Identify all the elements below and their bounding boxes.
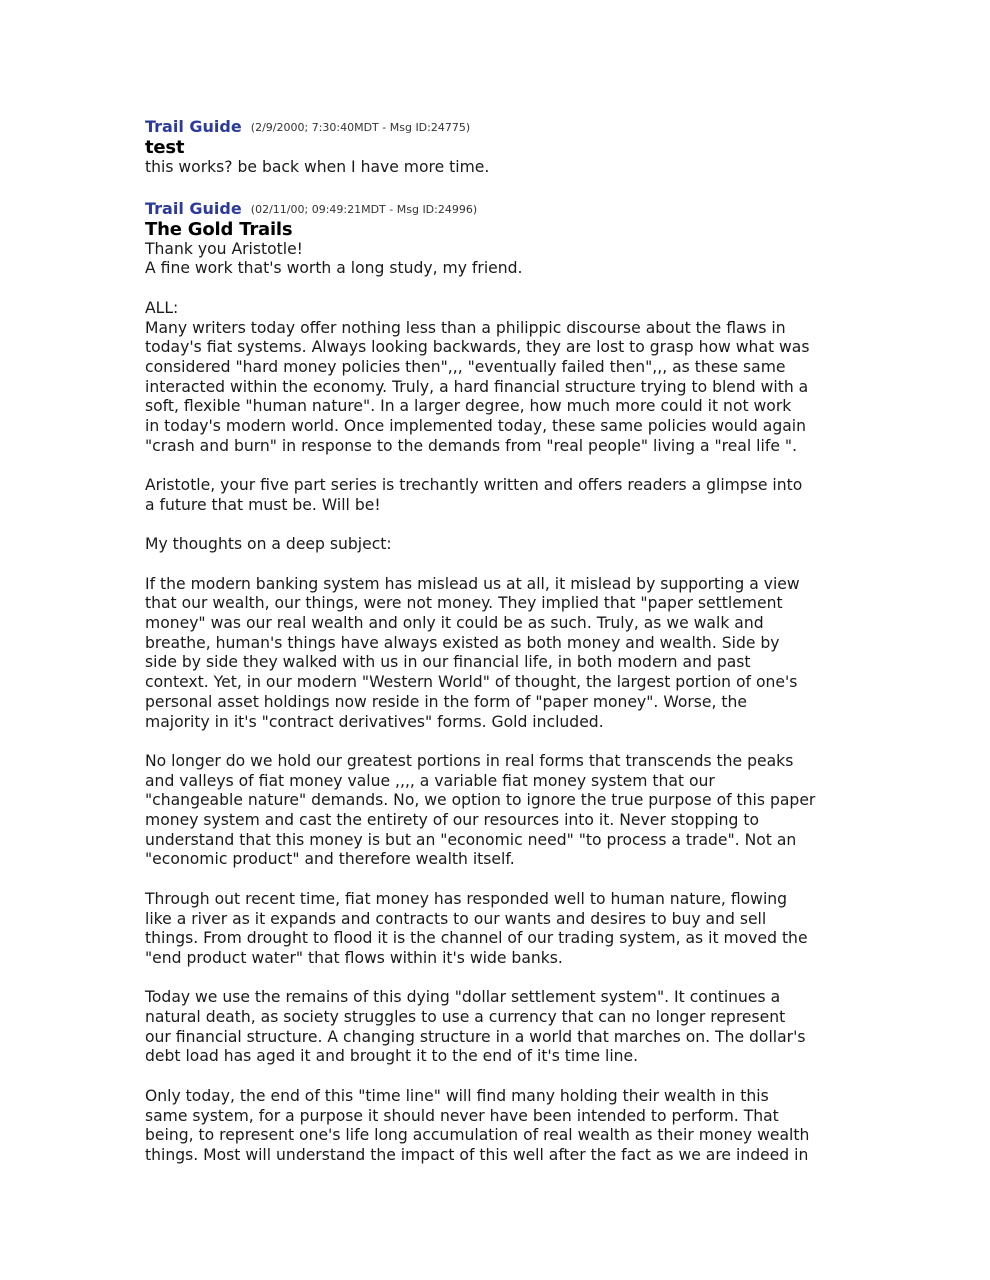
post-meta: (2/9/2000; 7:30:40MDT - Msg ID:24775) xyxy=(250,121,471,134)
text-line: things. Most will understand the impact of this well after the fact as we are indeed in xyxy=(145,1145,809,1164)
text-line: debt load has aged it and brought it to the end of it's time line. xyxy=(145,1047,639,1066)
text-line: "changeable nature" demands. No, we option to ignore the true purpose of this paper xyxy=(145,791,816,810)
text-line: No longer do we hold our greatest portions in real forms that transcends the peaks xyxy=(145,751,794,770)
text-line: Only today, the end of this "time line" will find many holding their wealth in this xyxy=(145,1086,769,1105)
post-body xyxy=(145,240,857,1166)
paragraph xyxy=(145,158,857,178)
text-line: My thoughts on a deep subject: xyxy=(145,535,392,554)
text-line: this works? be back when I have more time. xyxy=(145,158,490,176)
text-line: Many writers today offer nothing less than a philippic discourse about the flaws in xyxy=(145,318,786,337)
text-line: and valleys of fiat money value ,,,, a variable fiat money system that our xyxy=(145,771,715,790)
paragraph xyxy=(145,1087,857,1166)
author-link[interactable]: Trail Guide xyxy=(145,117,242,136)
text-line: considered "hard money policies then",,, "eventually failed then",,, as these same xyxy=(145,357,786,376)
paragraph xyxy=(145,575,857,733)
text-line: personal asset holdings now reside in the form of "paper money". Worse, the xyxy=(145,692,748,711)
text-line: "economic product" and therefore wealth itself. xyxy=(145,850,515,869)
text-line: things. From drought to flood it is the channel of our trading system, as it moved the xyxy=(145,929,808,948)
paragraph xyxy=(145,752,857,870)
paragraph xyxy=(145,299,857,457)
paragraph xyxy=(145,535,857,555)
text-line: natural death, as society struggles to use a currency that can no longer represent xyxy=(145,1008,786,1027)
paragraph xyxy=(145,240,857,279)
text-line: ALL: xyxy=(145,298,179,317)
post-header xyxy=(145,199,857,219)
text-line: side by side they walked with us in our financial life, in both modern and past xyxy=(145,653,751,672)
post-1 xyxy=(145,117,857,178)
text-line: Through out recent time, fiat money has responded well to human nature, flowing xyxy=(145,889,788,908)
document-page xyxy=(145,117,857,1166)
text-line: context. Yet, in our modern "Western World" of thought, the largest portion of one's xyxy=(145,673,798,692)
text-line: our financial structure. A changing structure in a world that marches on. The dollar's xyxy=(145,1027,806,1046)
text-line: soft, flexible "human nature". In a larger degree, how much more could it not work xyxy=(145,397,792,416)
text-line: that our wealth, our things, were not money. They implied that "paper settlement xyxy=(145,594,783,613)
post-title: The Gold Trails xyxy=(145,218,293,240)
text-line: money system and cast the entirety of our resources into it. Never stopping to xyxy=(145,811,760,830)
post-2 xyxy=(145,199,857,1166)
text-line: money" was our real wealth and only it could be as such. Truly, as we walk and xyxy=(145,614,764,632)
post-header xyxy=(145,117,857,137)
text-line: Aristotle, your five part series is trechantly written and offers readers a glimpse into xyxy=(145,476,803,495)
text-line: majority in it's "contract derivatives" forms. Gold included. xyxy=(145,712,604,731)
text-line: a future that must be. Will be! xyxy=(145,495,381,514)
paragraph xyxy=(145,890,857,969)
text-line: like a river as it expands and contracts to our wants and desires to buy and sell xyxy=(145,909,767,928)
text-line: interacted within the economy. Truly, a hard financial structure trying to blend with a xyxy=(145,377,809,396)
paragraph xyxy=(145,988,857,1067)
post-meta: (02/11/00; 09:49:21MDT - Msg ID:24996) xyxy=(250,202,478,216)
text-line: "end product water" that flows within it's wide banks. xyxy=(145,948,563,967)
author-link[interactable]: Trail Guide xyxy=(145,198,242,218)
post-body xyxy=(145,158,857,178)
text-line: understand that this money is but an "economic need" "to process a trade". Not an xyxy=(145,830,797,849)
paragraph xyxy=(145,476,857,515)
text-line: If the modern banking system has mislead us at all, it mislead by supporting a view xyxy=(145,574,800,593)
text-line: same system, for a purpose it should never have been intended to perform. That xyxy=(145,1106,779,1125)
text-line: in today's modern world. Once implemented today, these same policies would again xyxy=(145,417,806,436)
text-line: today's fiat systems. Always looking backwards, they are lost to grasp how what was xyxy=(145,338,810,357)
text-line: being, to represent one's life long accumulation of real wealth as their money wealth xyxy=(145,1126,810,1145)
text-line: Today we use the remains of this dying "dollar settlement system". It continues a xyxy=(145,988,781,1007)
text-line: A fine work that's worth a long study, my friend. xyxy=(145,259,523,278)
text-line: breathe, human's things have always existed as both money and wealth. Side by xyxy=(145,633,780,652)
text-line: Thank you Aristotle! xyxy=(145,239,303,258)
post-title: test xyxy=(145,137,185,158)
text-line: "crash and burn" in response to the demands from "real people" living a "real life ". xyxy=(145,436,798,455)
